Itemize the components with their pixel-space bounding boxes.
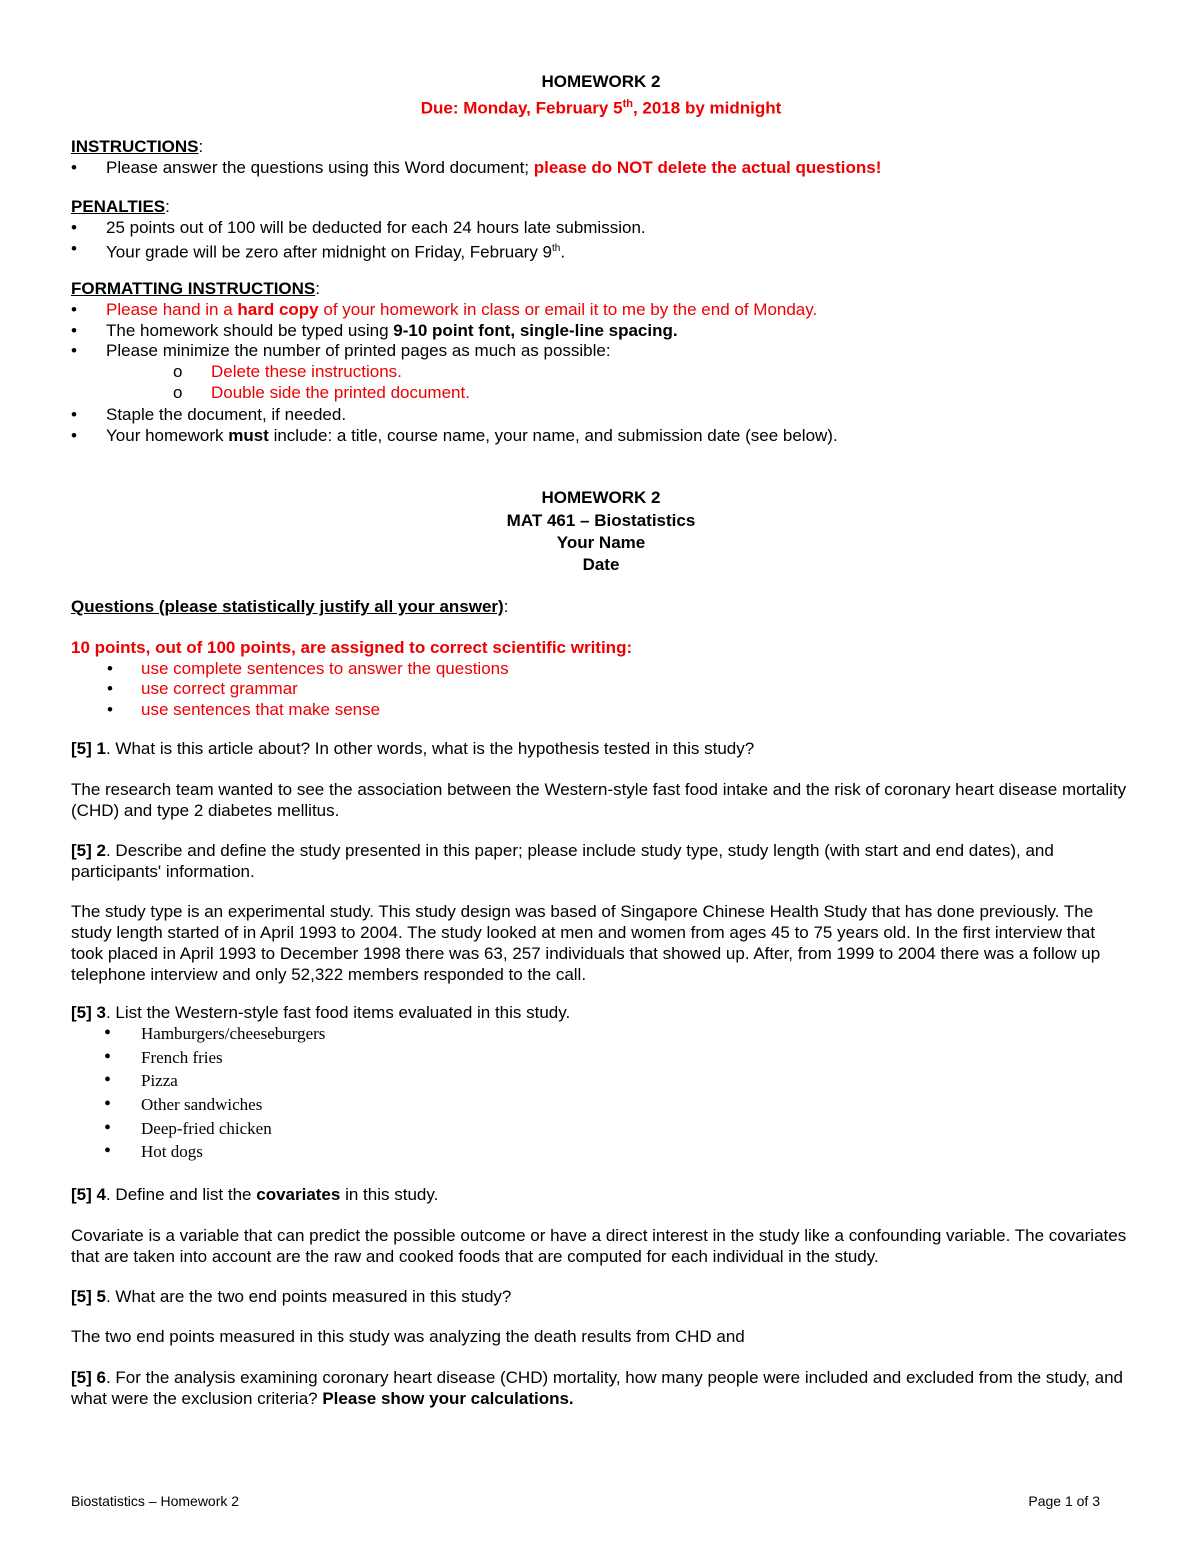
- title-block-homework: HOMEWORK 2: [541, 488, 661, 507]
- writing-heading: 10 points, out of 100 points, are assigned to correct scientific writing:: [71, 638, 633, 657]
- bullet-icon: [71, 157, 85, 178]
- circle-bullet-icon: o: [173, 383, 183, 402]
- food-item: • Hot dogs: [71, 1141, 1131, 1162]
- bullet-icon: [104, 1141, 118, 1162]
- bullet-icon: [71, 217, 85, 238]
- food-item: • French fries: [71, 1047, 1131, 1068]
- homework-title: HOMEWORK 2: [541, 72, 661, 91]
- bullet-icon: [71, 404, 85, 425]
- penalties-heading: PENALTIES:: [71, 197, 170, 216]
- bullet-icon: [107, 699, 121, 720]
- bullet-icon: [71, 340, 85, 361]
- answer-2: The study type is an experimental study. This study design was based of Singapore Chinese Health Study that has done previously. The study length started of in April 1993 to 2004. The study looked at men and women from ages 45 to 75 years old. In the first interview that took placed in April 1993 to December 1998 there was 63, 257 individuals that showed up. After, from 1999 to 2004 there was a follow up telephone interview and only 52,322 members responded to the call.: [71, 902, 1101, 984]
- answer-5: The two end points measured in this study was analyzing the death results from CHD and: [71, 1327, 745, 1346]
- bullet-icon: [104, 1070, 118, 1091]
- question-5: [5] 5. What are the two end points measured in this study?: [71, 1287, 512, 1306]
- formatting-item: • Your homework must include: a title, course name, your name, and submission date (see below).: [71, 425, 1131, 446]
- bullet-icon: [104, 1023, 118, 1044]
- writing-item: • use correct grammar: [71, 678, 1131, 699]
- writing-item: • use complete sentences to answer the questions: [71, 658, 1131, 679]
- formatting-item: • The homework should be typed using 9-10 point font, single-line spacing.: [71, 320, 1131, 341]
- question-4: [5] 4. Define and list the covariates in this study.: [71, 1185, 439, 1204]
- bullet-icon: [71, 320, 85, 341]
- formatting-item: • Please hand in a hard copy of your homework in class or email it to me by the end of Monday.: [71, 299, 1131, 320]
- questions-heading: Questions (please statistically justify all your answer):: [71, 597, 509, 616]
- answer-4: Covariate is a variable that can predict the possible outcome or have a direct interest in the study like a confounding variable. The covariates that are taken into account are the raw and cooked foods that are computed for each individual in the study.: [71, 1226, 1127, 1266]
- bullet-icon: [107, 678, 121, 699]
- footer-page-number: Page 1 of 3: [1028, 1493, 1100, 1509]
- question-6: [5] 6. For the analysis examining coronary heart disease (CHD) mortality, how many people were included and excluded from the study, and what were the exclusion criteria? Please show your calculations.: [71, 1368, 1124, 1408]
- food-item: • Hamburgers/cheeseburgers: [71, 1023, 1131, 1044]
- answer-1: The research team wanted to see the association between the Western-style fast food intake and the risk of coronary heart disease mortality (CHD) and type 2 diabetes mellitus.: [71, 780, 1127, 820]
- bullet-icon: [71, 425, 85, 446]
- formatting-item: • Please minimize the number of printed pages as much as possible:: [71, 340, 1131, 361]
- bullet-icon: [104, 1047, 118, 1068]
- title-block-name: Your Name: [556, 533, 646, 552]
- instructions-heading: INSTRUCTIONS:: [71, 137, 204, 156]
- footer-left: Biostatistics – Homework 2: [71, 1493, 240, 1509]
- title-block-course: MAT 461 – Biostatistics: [506, 511, 696, 530]
- writing-item: • use sentences that make sense: [71, 699, 1131, 720]
- bullet-icon: [71, 238, 85, 259]
- food-item: • Other sandwiches: [71, 1094, 1131, 1115]
- formatting-subitem: o Delete these instructions.: [173, 362, 402, 381]
- question-2: [5] 2. Describe and define the study presented in this paper; please include study type, study length (with start and end dates), and participants' information.: [71, 841, 1054, 881]
- bullet-icon: [71, 299, 85, 320]
- bullet-icon: [107, 658, 121, 679]
- penalties-item: • 25 points out of 100 will be deducted for each 24 hours late submission.: [71, 217, 1131, 238]
- food-item: • Pizza: [71, 1070, 1131, 1091]
- penalties-item: • Your grade will be zero after midnight on Friday, February 9th.: [71, 238, 1131, 263]
- instructions-item: • Please answer the questions using this Word document; please do NOT delete the actual questions!: [71, 157, 1131, 178]
- question-1: [5] 1. What is this article about? In other words, what is the hypothesis tested in this study?: [71, 739, 755, 758]
- formatting-heading: FORMATTING INSTRUCTIONS:: [71, 279, 321, 298]
- title-block-date: Date: [582, 555, 620, 574]
- formatting-subitem: o Double side the printed document.: [173, 383, 470, 402]
- question-3: [5] 3. List the Western-style fast food items evaluated in this study.: [71, 1003, 571, 1022]
- circle-bullet-icon: o: [173, 362, 183, 381]
- formatting-item: • Staple the document, if needed.: [71, 404, 1131, 425]
- bullet-icon: [104, 1094, 118, 1115]
- due-date: Due: Monday, February 5th, 2018 by midnight: [420, 98, 782, 118]
- food-item: • Deep-fried chicken: [71, 1118, 1131, 1139]
- bullet-icon: [104, 1118, 118, 1139]
